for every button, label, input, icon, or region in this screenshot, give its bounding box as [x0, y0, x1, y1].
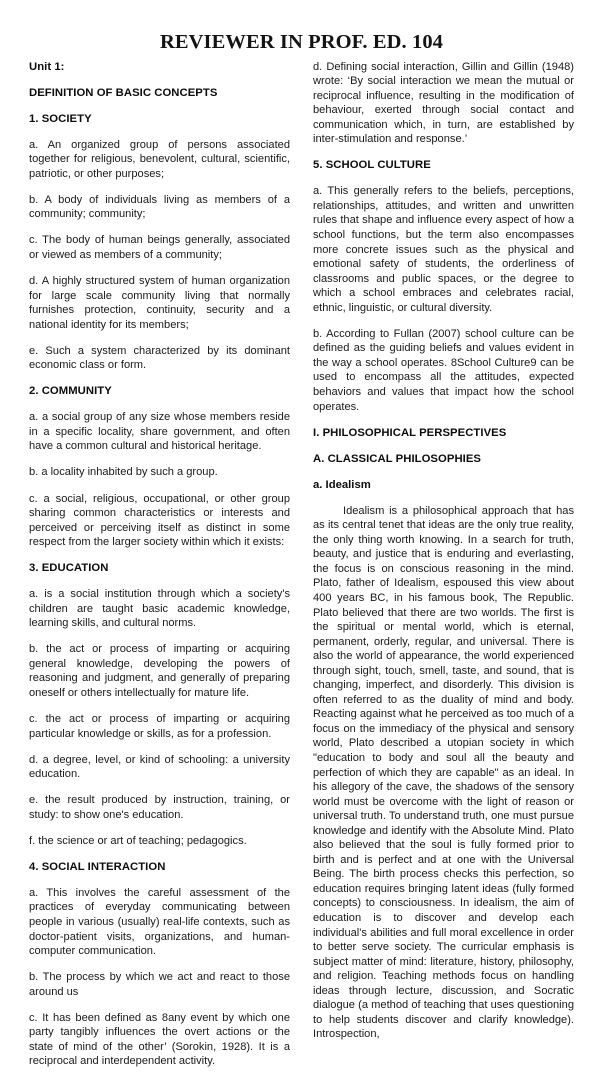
left-paragraph: c. the act or process of imparting or acquiring particular knowledge or skills, as for a profession. [29, 713, 290, 740]
left-paragraph: b. the act or process of imparting or acquiring general knowledge, developing the powers of reasoning and judgment, and generally of preparing oneself or others intellectually for mature life. [29, 643, 290, 700]
left-paragraph: a. is a social institution through which a society's children are taught basic academic knowledge, learning skills, and cultural norms. [29, 588, 290, 630]
left-paragraph: e. the result produced by instruction, training, or study: to show one's education. [29, 794, 290, 821]
right-paragraph: d. Defining social interaction, Gillin and Gillin (1948) wrote: ‘By social interaction we mean the mutual or reciprocal influence, resulting in the modification of behaviour, exerted through social contact and communication which, in turn, are established by inter-stimulation and response.’ [313, 60, 574, 146]
left-paragraph: d. a degree, level, or kind of schooling: a university education. [29, 753, 290, 781]
right-section-heading: 5. SCHOOL CULTURE [313, 159, 431, 172]
left-paragraph: b. a locality inhabited by such a group. [29, 466, 218, 479]
left-paragraph: c. It has been defined as 8any event by which one party tangibly influences the overt actions or the state of mind of the other’ (Sorokin, 1928). It is a reciprocal and interdependent activity. [29, 1011, 290, 1068]
right-column [313, 60, 574, 1080]
left-paragraph: d. A highly structured system of human organization for large scale community living that normally furnishes protection, continuity, security and a national identity for its members; [29, 274, 290, 331]
left-section-heading: 3. EDUCATION [29, 562, 109, 575]
right-section-heading: I. PHILOSOPHICAL PERSPECTIVES [313, 426, 507, 439]
left-paragraph: e. Such a system characterized by its dominant economic class or form. [29, 344, 290, 372]
left-paragraph: f. the science or art of teaching; pedagogics. [29, 834, 247, 847]
right-section-heading: A. CLASSICAL PHILOSOPHIES [313, 452, 482, 465]
page-title: REVIEWER IN PROF. ED. 104 [159, 31, 444, 53]
left-section-heading: 2. COMMUNITY [29, 385, 112, 398]
left-paragraph: a. a social group of any size whose members reside in a specific locality, share government, and often have a common cultural and historical heritage. [29, 411, 290, 453]
left-section-heading: 4. SOCIAL INTERACTION [29, 860, 166, 873]
left-paragraph: c. The body of human beings generally, associated or viewed as members of a community; [29, 234, 290, 261]
left-paragraph: c. a social, religious, occupational, or other group sharing common characteristics or interests and perceived or perceiving itself as distinct in some respect from the larger society within which it exists: [29, 492, 290, 549]
left-paragraph: b. A body of individuals living as members of a community; community; [29, 193, 290, 221]
right-paragraph: Idealism is a philosophical approach that has as its central tenet that ideas are the only true reality, the only thing worth knowing. In a search for truth, beauty, and justice that is enduring and everlasting, the focus is on conscious reasoning in the mind. Plato, father of Idealism, espoused this view about 400 years BC, in his famous book, The Republic. Plato believed that there are two worlds. The first is the spiritual or mental world, which is eternal, permanent, orderly, regular, and universal. There is also the world of appearance, the world experienced through sight, touch, smell, taste, and sound, that is changing, imperfect, and disorderly. This division is often referred to as the duality of mind and body. Reacting against what he perceived as too much of a focus on the immediacy of the physical and sensory world, Plato described a utopian society in which "education to body and soul all the beauty and perfection of which they are capable" as an ideal. In his allegory of the cave, the shadows of the sensory world must be overcome with the light of reason or universal truth. To understand truth, one must pursue knowledge and identify with the Absolute Mind. Plato also believed that the soul is fully formed prior to birth and is perfect and at one with the Universal Being. The birth process checks this perfection, so education requires bringing latent ideas (fully formed concepts) to consciousness. In idealism, the aim of education is to discover and develop each individual's abilities and full moral excellence in order to better serve society. The curricular emphasis is subject matter of mind: literature, history, philosophy, and religion. Teaching methods focus on handling ideas through lecture, discussion, and Socratic dialogue (a method of teaching that uses questioning to help students discover and clarify knowledge). Introspection, [313, 504, 574, 1041]
left-column [29, 60, 290, 1080]
left-section-heading: Unit 1: [29, 60, 65, 73]
left-section-heading: DEFINITION OF BASIC CONCEPTS [29, 86, 218, 99]
right-paragraph: b. According to Fullan (2007) school culture can be defined as the guiding beliefs and values evident in the way a school operates. 8School Culture9 can be used to encompass all the attitudes, expected behaviors and values that impact how the school operates. [313, 327, 574, 413]
left-paragraph: b. The process by which we act and react to those around us [29, 971, 290, 998]
left-paragraph: a. An organized group of persons associated together for religious, benevolent, cultural, scientific, patriotic, or other purposes; [29, 138, 290, 180]
right-subheading: a. Idealism [313, 478, 371, 491]
right-paragraph: a. This generally refers to the beliefs, perceptions, relationships, attitudes, and written and unwritten rules that shape and influence every aspect of how a school functions, but the term also encompasses more concrete issues such as the physical and emotional safety of students, the orderliness of classrooms and public spaces, or the degree to which a school embraces and celebrates racial, ethnic, linguistic, or cultural diversity. [313, 185, 574, 314]
left-paragraph: a. This involves the careful assessment of the practices of everyday communicating between people in various (usually) real-life contexts, such as doctor-patient visits, organizations, and human-computer communication. [29, 886, 290, 958]
left-section-heading: 1. SOCIETY [29, 112, 92, 125]
two-column-body [0, 60, 603, 1080]
